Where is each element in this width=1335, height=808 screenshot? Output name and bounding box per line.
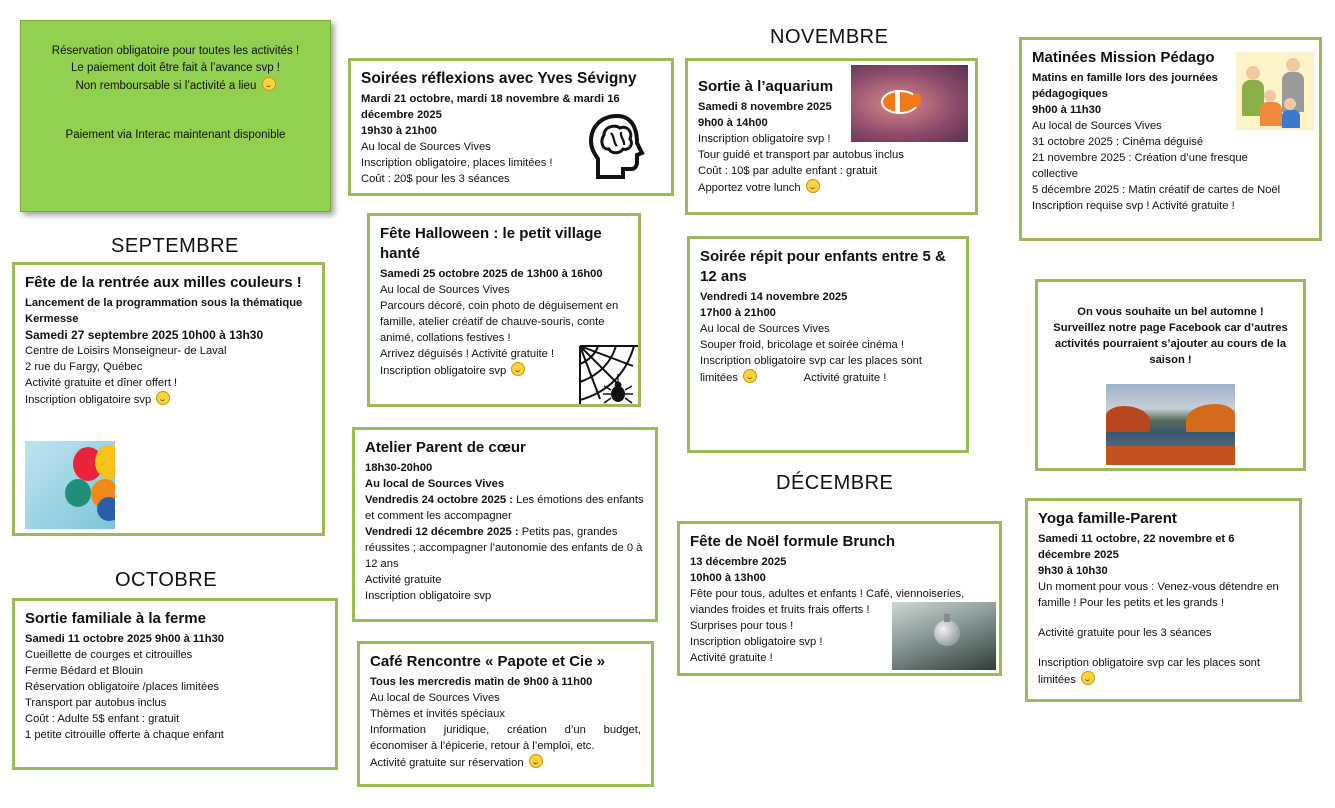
- clownfish-image: [851, 65, 968, 142]
- event-card-matinees-pedago: [1019, 37, 1322, 241]
- event-title: Soirée répit pour enfants entre 5 & 12 ans: [700, 248, 946, 285]
- event-date-item: 5 décembre 2025 : Matin créatif de cartes de Noël: [1032, 184, 1281, 196]
- smiley-icon: [511, 362, 525, 376]
- event-detail: Tour guidé et transport par autobus inclus: [698, 149, 904, 161]
- event-title: Sortie familiale à la ferme: [25, 610, 206, 627]
- event-registration: Inscription obligatoire, places limitées !: [361, 157, 553, 169]
- event-card-rentree: [12, 262, 325, 536]
- event-time: 9h30 à 10h30: [1038, 565, 1108, 577]
- event-location: Au local de Sources Vives: [370, 692, 500, 704]
- event-registration: Inscription obligatoire svp car les places sont limitées: [1038, 657, 1260, 686]
- event-title: Café Rencontre « Papote et Cie »: [370, 653, 606, 670]
- event-date-item: 21 novembre 2025 : Création d’une fresque collective: [1032, 152, 1248, 180]
- smiley-icon: [529, 754, 543, 768]
- notice-line-4: Paiement via Interac maintenant disponible: [65, 129, 286, 141]
- event-time: 17h00 à 21h00: [700, 307, 776, 319]
- event-card-halloween: [367, 213, 641, 407]
- event-title: Matinées Mission Pédago: [1032, 49, 1215, 66]
- event-detail: 1 petite citrouille offerte à chaque enfant: [25, 729, 224, 741]
- month-heading-octobre: OCTOBRE: [115, 569, 218, 591]
- notice-line-3: Non remboursable si l’activité a lieu: [29, 77, 322, 95]
- smiley-icon: [1081, 671, 1095, 685]
- event-detail: Un moment pour vous : Venez-vous détendre en famille ! Pour les petits et les grands !: [1038, 581, 1279, 609]
- event-session: Vendredi 12 décembre 2025 : Petits pas, grandes réussites ; accompagner l’autonomie des enfants de 0 à 12 ans: [365, 526, 643, 570]
- event-detail: Activité gratuite et dîner offert !: [25, 377, 178, 389]
- event-detail: Arrivez déguisés ! Activité gratuite !: [380, 348, 555, 360]
- event-detail: Lancement de la programmation sous la thématique Kermesse: [25, 297, 303, 325]
- event-date: Vendredi 14 novembre 2025: [700, 291, 848, 303]
- event-title: Fête de la rentrée aux milles couleurs !: [25, 274, 302, 291]
- event-title: Fête Halloween : le petit village hanté: [380, 225, 602, 262]
- event-date: Mardi 21 octobre, mardi 18 novembre & mardi 16 décembre 2025: [361, 93, 620, 121]
- event-location: Au local de Sources Vives: [361, 141, 491, 153]
- month-heading-decembre: DÉCEMBRE: [776, 472, 894, 494]
- event-card-soiree-repit: [687, 236, 969, 453]
- event-detail: Parcours décoré, coin photo de déguisement en famille, atelier créatif de chauve-souris, conte animé, collations festives !: [380, 300, 619, 344]
- event-card-soirees-reflexions: [348, 58, 674, 196]
- event-title: Yoga famille-Parent: [1038, 510, 1177, 527]
- event-registration: Inscription obligatoire svp: [25, 391, 312, 408]
- event-title: Soirées réflexions avec Yves Sévigny: [361, 70, 637, 87]
- event-detail: Réservation obligatoire /places limitées: [25, 681, 220, 693]
- event-detail: Surprises pour tous !: [690, 620, 794, 632]
- event-detail: Fête pour tous, adultes et enfants ! Café, viennoiseries, viandes froides et fruits frais offerts !: [690, 588, 965, 616]
- event-title: Sortie à l’aquarium: [698, 78, 834, 95]
- event-registration: Inscription obligatoire svp: [380, 362, 628, 379]
- event-detail: Activité gratuite pour les 3 séances: [1038, 627, 1212, 639]
- smiley-icon: [743, 369, 757, 383]
- event-location: Au local de Sources Vives: [700, 323, 830, 335]
- event-title: Fête de Noël formule Brunch: [690, 533, 896, 550]
- event-detail: Matins en famille lors des journées pédagogiques: [1032, 72, 1218, 100]
- event-date: Samedi 25 octobre 2025 de 13h00 à 16h00: [380, 268, 603, 280]
- event-title: Atelier Parent de cœur: [365, 439, 526, 456]
- event-location: Au local de Sources Vives: [365, 478, 505, 490]
- event-address: 2 rue du Fargy, Québec: [25, 361, 143, 373]
- event-detail: Thèmes et invités spéciaux: [370, 708, 505, 720]
- event-cost: Coût : 10$ par adulte enfant : gratuit: [698, 165, 878, 177]
- event-registration: Inscription requise svp ! Activité gratuite !: [1032, 200, 1235, 212]
- event-cost: Coût : 20$ pour les 3 séances: [361, 173, 510, 185]
- event-registration: Inscription obligatoire svp !: [690, 636, 823, 648]
- christmas-ornament-image: [892, 602, 996, 670]
- autumn-facebook-note: Surveillez notre page Facebook car d’autres activités pourraient s’ajouter au cours de la saison !: [1053, 322, 1288, 366]
- event-date: Tous les mercredis matin de 9h00 à 11h00: [370, 676, 593, 688]
- event-card-cafe-rencontre: [357, 641, 654, 787]
- family-image: [1236, 52, 1314, 130]
- event-date: Samedi 11 octobre, 22 novembre et 6 décembre 2025: [1038, 533, 1235, 561]
- notice-box: [20, 20, 331, 212]
- event-location: Centre de Loisirs Monseigneur- de Laval: [25, 345, 227, 357]
- event-free-label: Activité gratuite !: [803, 372, 887, 384]
- smiley-icon: [806, 179, 820, 193]
- event-date-item: 31 octobre 2025 : Cinéma déguisé: [1032, 136, 1204, 148]
- event-date: Samedi 8 novembre 2025: [698, 101, 832, 113]
- event-location: Au local de Sources Vives: [1032, 120, 1162, 132]
- month-heading-septembre: SEPTEMBRE: [111, 235, 239, 257]
- event-detail: Cueillette de courges et citrouilles: [25, 649, 193, 661]
- event-registration: Inscription obligatoire svp !: [698, 133, 831, 145]
- spider-web-icon: [578, 344, 640, 406]
- autumn-message-card: [1035, 279, 1306, 471]
- event-time: 9h00 à 14h00: [698, 117, 768, 129]
- event-date: 13 décembre 2025: [690, 556, 787, 568]
- event-card-aquarium: [685, 58, 978, 215]
- month-heading-novembre: NOVEMBRE: [770, 26, 889, 48]
- event-detail: Transport par autobus inclus: [25, 697, 167, 709]
- event-card-yoga: [1025, 498, 1302, 702]
- event-detail: Information juridique, création d’un budget, économiser à l’épicerie, retour à l’emploi, etc.: [370, 724, 641, 752]
- event-session: Vendredis 24 octobre 2025 : Les émotions des enfants et comment les accompagner: [365, 494, 644, 522]
- event-card-noel: [677, 521, 1002, 676]
- smiley-icon: [156, 391, 170, 405]
- event-detail: Activité gratuite: [365, 574, 442, 586]
- autumn-greeting: On vous souhaite un bel automne !: [1077, 306, 1264, 318]
- event-registration: Inscription obligatoire svp: [365, 590, 492, 602]
- event-detail: Activité gratuite !: [690, 652, 773, 664]
- autumn-landscape-image: [1106, 384, 1235, 465]
- event-time: 19h30 à 21h00: [361, 125, 437, 137]
- event-detail: Apportez votre lunch: [698, 179, 965, 196]
- event-time: 9h00 à 11h30: [1032, 104, 1102, 116]
- event-registration: Activité gratuite sur réservation: [370, 754, 641, 771]
- event-time: 18h30-20h00: [365, 462, 433, 474]
- event-registration: Inscription obligatoire svp car les places sont limitées Activité gratuite !: [700, 355, 922, 384]
- event-location: Au local de Sources Vives: [380, 284, 510, 296]
- event-location: Ferme Bédard et Blouin: [25, 665, 144, 677]
- brain-head-icon: [587, 113, 647, 181]
- event-time: 10h00 à 13h00: [690, 572, 766, 584]
- smiley-icon: [262, 77, 276, 91]
- event-card-atelier: [352, 427, 658, 622]
- event-cost: Coût : Adulte 5$ enfant : gratuit: [25, 713, 180, 725]
- notice-line-2: Le paiement doit être fait à l’avance svp !: [70, 62, 281, 74]
- balloons-image: [25, 441, 115, 529]
- event-card-ferme: [12, 598, 338, 770]
- event-date: Samedi 27 septembre 2025 10h00 à 13h30: [25, 328, 264, 342]
- notice-line-1: Réservation obligatoire pour toutes les activités !: [51, 45, 300, 57]
- event-date: Samedi 11 octobre 2025 9h00 à 11h30: [25, 633, 225, 645]
- event-detail: Souper froid, bricolage et soirée cinéma !: [700, 339, 904, 351]
